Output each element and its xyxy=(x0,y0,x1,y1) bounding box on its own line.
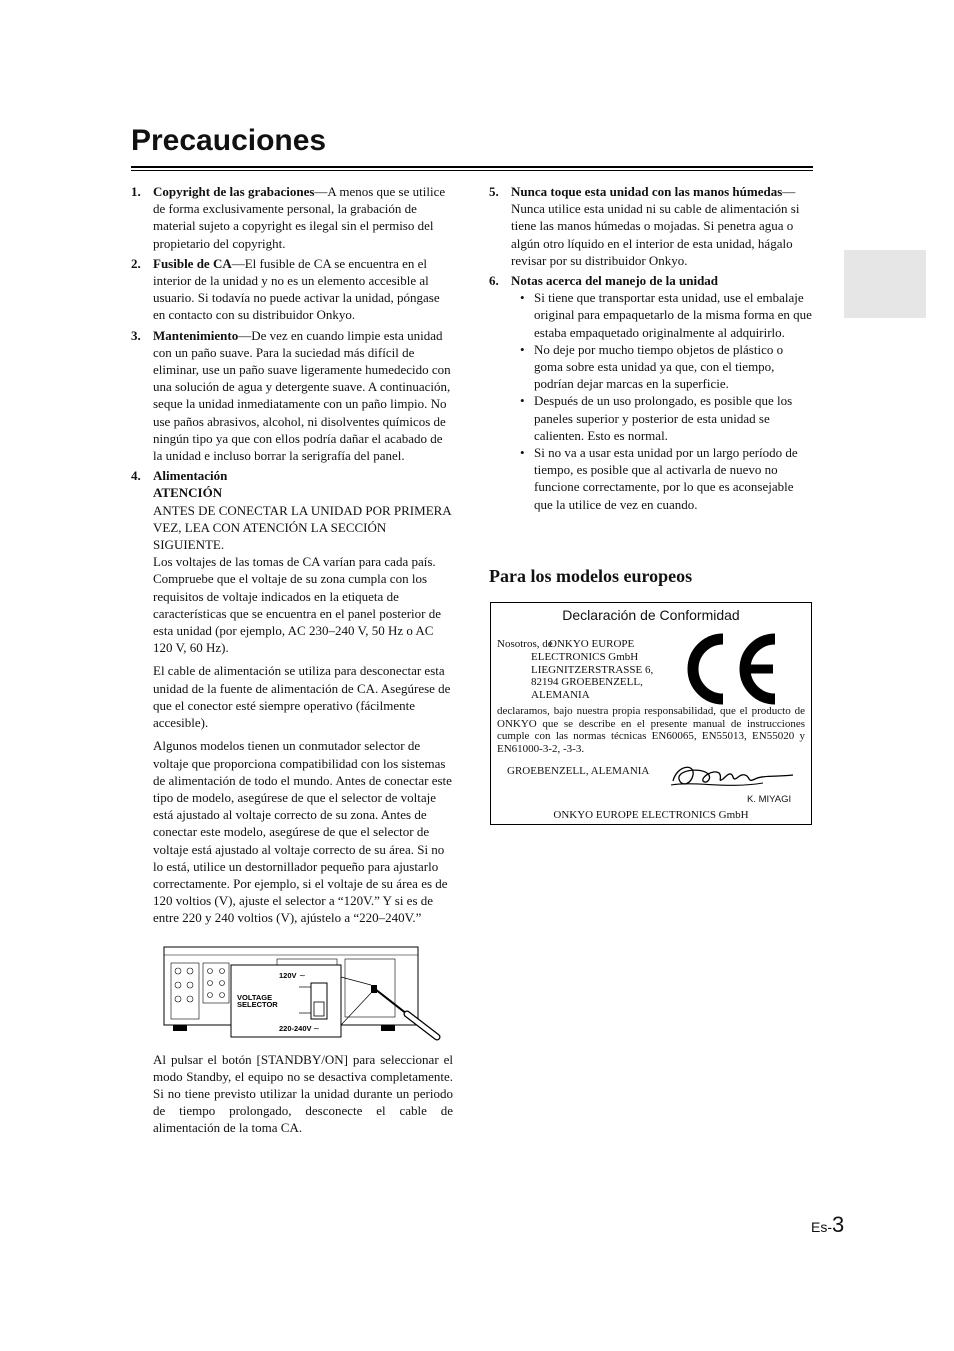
list-item: • Después de un uso prolongado, es posible que los paneles superior y posterior de esta unidad se calienten. Esto es normal. xyxy=(519,392,814,444)
label-220-240v: 220-240V xyxy=(279,1023,312,1033)
item-text: —A menos que se utilice de forma exclusivamente personal, la grabación de material sujeto a copyright es ilegal sin el permiso del propietario del copyright. xyxy=(153,184,446,251)
declaration-title: Declaración de Conformidad xyxy=(562,607,740,623)
standby-paragraph: Al pulsar el botón [STANDBY/ON] para seleccionar el modo Standby, el equipo no se desactiva completamente. Si no tiene previsto utilizar la unidad durante un periodo de tiempo prolongado, desconecte el cable de alimentación de la toma CA. xyxy=(153,1051,453,1136)
item-number: 2. xyxy=(131,255,141,271)
address-block xyxy=(531,651,681,701)
company-name: ONKYO EUROPE ELECTRONICS GmbH xyxy=(553,809,749,821)
list-item: • Si tiene que transportar esta unidad, use el embalaje original para empaquetarlo de la misma forma en que estaba empaquetado originalmente al adquirirlo. xyxy=(519,289,814,341)
handling-notes-list xyxy=(519,289,814,513)
label-voltage: VOLTAGE xyxy=(237,992,273,1002)
rear-panel-illustration xyxy=(159,941,443,1041)
precaution-item-3 xyxy=(131,327,453,465)
item-heading: Nunca toque esta unidad con las manos húmedas xyxy=(511,184,783,199)
item-text: —Nunca utilice esta unidad ni su cable de alimentación si tiene las manos húmedas o mojadas. Si penetra agua o algún otro líquido en el interior de esta unidad, hágalo revisar por su distribuidor Onkyo. xyxy=(511,184,800,268)
section-tab xyxy=(844,250,926,318)
item-number: 3. xyxy=(131,327,141,343)
voltage-selector-paragraph: Algunos modelos tienen un conmutador selector de voltaje que proporciona compatibilidad con los sistemas de alimentación de todo el mundo. Antes de conectar este tipo de modelo, asegúrese de que el selector de voltaje está ajustado al voltaje correcto de su zona. Antes de conectar este modelo, asegúrese de que el selector de voltaje está ajustado al voltaje correcto de su área. Si no lo está, utilice un destornillador pequeño para ajustarlo correctamente. Por ejemplo, si el voltaje de su área es de 120 voltios (V), ajuste el selector a “120V.” Y si es de entre 220 y 240 voltios (V), ajústelo a “220–240V.” xyxy=(153,738,452,926)
declaration-of-conformity xyxy=(490,602,812,825)
nosotros-label: Nosotros, de xyxy=(497,638,553,650)
label-120v: 120V xyxy=(279,970,297,980)
item-text: —De vez en cuando limpie esta unidad con un paño suave. Para la suciedad más difícil de eliminar, use un paño suave ligeramente humedecido con una solución de agua y detergente suave. A continuación, seque la unidad inmediatamente con un paño limpio. No use paños abrasivos, alcohol, ni disolventes químicos de ningún tipo ya que con ellos podría dañar el acabado de la unidad e incluso borrar la serigrafía del panel. xyxy=(153,327,451,464)
address-line: ELECTRONICS GmbH xyxy=(531,651,639,663)
precaution-item-1 xyxy=(131,183,453,252)
european-models-heading: Para los modelos europeos xyxy=(489,566,693,586)
voltage-selector-diagram xyxy=(159,941,443,1041)
item-heading: Alimentación xyxy=(153,468,228,484)
page-number-value: 3 xyxy=(832,1212,845,1237)
item-number: 1. xyxy=(131,184,141,199)
precaution-item-4 xyxy=(131,467,453,1136)
item-text: —El fusible de CA se encuentra en el interior de la unidad y no es un elemento accesible al usuario. Si todavía no puede activar la unidad, póngase en contacto con su distribuidor Onkyo. xyxy=(153,255,440,323)
precaution-item-6 xyxy=(489,272,814,513)
item-number: 5. xyxy=(489,184,499,199)
power-cord-paragraph: El cable de alimentación se utiliza para desconectar esta unidad de la fuente de alimentación de CA. Asegúrese de que el conector esté siempre operativo (fácilmente accesible). xyxy=(153,663,451,731)
list-item: • Si no va a usar esta unidad por un largo período de tiempo, es posible que al activarla de nuevo no funcione correctamente, por lo que es aconsejable que la utilice de vez en cuando. xyxy=(519,444,814,513)
declaration-body: declaramos, bajo nuestra propia responsabilidad, que el producto de ONKYO que se describe en el presente manual de instrucciones cumple con las normas técnicas EN60065, EN55013, EN55020 y EN61000-3-2, -3-3. xyxy=(497,705,805,755)
attention-label: ATENCIÓN xyxy=(153,485,223,501)
item-heading: Fusible de CA xyxy=(153,255,232,271)
precaution-item-2 xyxy=(131,255,453,324)
attention-text: ANTES DE CONECTAR LA UNIDAD POR PRIMERA VEZ, LEA CON ATENCIÓN LA SECCIÓN SIGUIENTE. xyxy=(153,502,451,553)
item-heading: Copyright de las grabaciones xyxy=(153,184,315,199)
page-prefix: Es- xyxy=(811,1219,832,1235)
voltage-paragraph: Los voltajes de las tomas de CA varían para cada país. Compruebe que el voltaje de su zona cumpla con los requisitos de voltaje indicados en la etiqueta de características que se encuentra en el panel posterior de esta unidad (por ejemplo, AC 230–240 V, 50 Hz o AC 120 V, 60 Hz). xyxy=(153,554,442,656)
precaution-item-5 xyxy=(489,183,814,269)
item-heading: Notas acerca del manejo de la unidad xyxy=(511,273,719,289)
item-number: 4. xyxy=(131,468,141,484)
page-number xyxy=(811,1212,844,1238)
label-selector: SELECTOR xyxy=(237,999,278,1009)
signer-name: K. MIYAGI xyxy=(747,794,792,805)
svg-text:~: ~ xyxy=(313,1023,320,1033)
left-column xyxy=(131,183,453,1140)
address-line: ONKYO EUROPE xyxy=(549,638,635,650)
list-item: • No deje por mucho tiempo objetos de plástico o goma sobre esta unidad ya que, con el tiempo, podrían dejar marcas en la superficie. xyxy=(519,341,814,393)
item-number: 6. xyxy=(489,273,499,289)
address-line: LIEGNITZERSTRASSE 6, xyxy=(531,663,654,676)
signature-icon xyxy=(667,759,799,793)
address-line: 82194 GROEBENZELL, xyxy=(531,676,643,688)
right-column xyxy=(489,183,814,516)
page-title: Precauciones xyxy=(131,124,327,157)
declaration-city: GROEBENZELL, ALEMANIA xyxy=(507,765,650,777)
svg-text:~: ~ xyxy=(299,970,306,980)
ce-mark-icon xyxy=(683,633,783,705)
item-heading: Mantenimiento xyxy=(153,327,239,343)
address-line: ALEMANIA xyxy=(531,688,590,701)
title-rule xyxy=(131,166,813,171)
